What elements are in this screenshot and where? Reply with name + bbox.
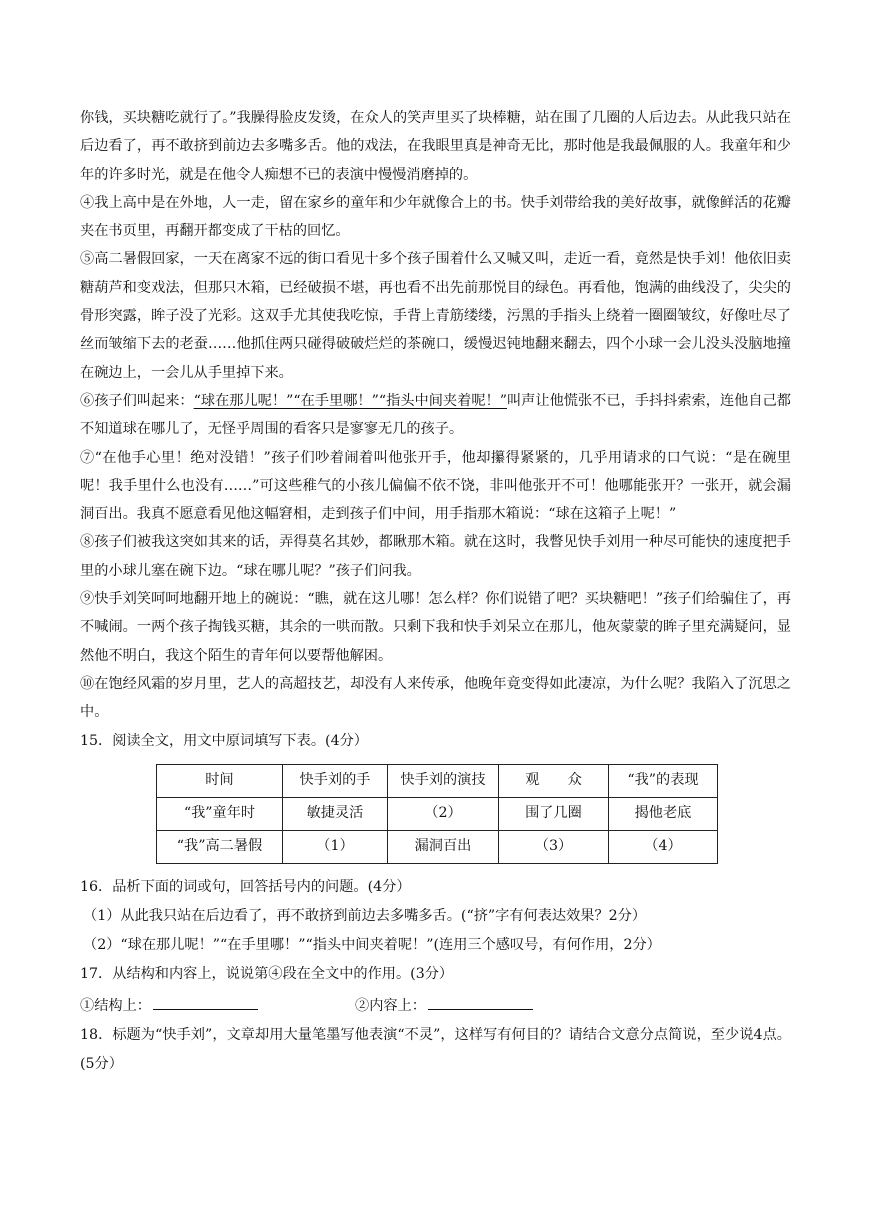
paragraph-6-underlined-quote: “球在那儿呢！”“在手里哪！”“指头中间夹着呢！” xyxy=(193,392,507,409)
table-cell-blank[interactable]: （1） xyxy=(283,830,388,863)
table-header-row xyxy=(157,764,718,797)
question-18-stem: 18．标题为“快手刘”，文章却用大量笔墨写他表演“不灵”，这样写有何目的？请结合文意分点简说，至少说4点。(5分） xyxy=(80,1026,791,1072)
paragraph-5: ⑤高二暑假回家，一天在离家不远的街口看见十多个孩子围着什么又喊又叫，走近一看，竟然是快手刘！他依旧卖糖葫芦和变戏法，但那只木箱，已经破损不堪，再也看不出先前那悦目的绿色。再看他，饱满的曲线没了，尖尖的骨形突露，眸子没了光彩。这双手尤其使我吃惊，手背上青筋缕缕，污黑的手指头上绕着一圈圈皱纹，好像吐尽了丝而皱缩下去的老蚕……他抓住两只碰得破破烂烂的茶碗口，缓慢迟钝地翻来翻去，四个小球一会儿没头没脑地撞在碗边上，一会儿从手里掉下来。 xyxy=(80,251,791,381)
table-header-cell: 快手刘的手 xyxy=(283,764,388,797)
table-row xyxy=(157,830,718,863)
question-15-stem: 15．阅读全文，用文中原词填写下表。(4分） xyxy=(80,732,368,749)
content-answer-line[interactable] xyxy=(428,989,533,1010)
paragraph-10: ⑩在饱经风霜的岁月里，艺人的高超技艺，却没有人来传承，他晚年竟变得如此凄凉，为什么呢？我陷入了沉思之中。 xyxy=(80,675,791,721)
paragraph-6-prefix: ⑥孩子们叫起来： xyxy=(80,392,194,409)
table-cell: “我”高二暑假 xyxy=(157,830,283,863)
paragraph-8: ⑧孩子们被我这突如其来的话，弄得莫名其妙，都瞅那木箱。就在这时，我瞥见快手刘用一种尽可能快的速度把手里的小球儿塞在碗下边。“球在哪儿呢？”孩子们问我。 xyxy=(80,534,791,579)
paragraph-9: ⑨快手刘笑呵呵地翻开地上的碗说：“瞧，就在这儿哪！怎么样？你们说错了吧？买块糖吧！”孩子们给骗住了，再不喊闹。一两个孩子掏钱买糖，其余的一哄而散。只剩下我和快手刘呆立在那儿，他灰蒙蒙的眸子里充满疑问，显然他不明白，我这个陌生的青年何以要帮他解困。 xyxy=(80,591,791,664)
table-header-cell: 时间 xyxy=(157,764,283,797)
table-header-cell: “我”的表现 xyxy=(609,764,718,797)
table-cell: 围了几圈 xyxy=(499,797,609,830)
table-cell: 漏洞百出 xyxy=(388,830,499,863)
table-cell: 揭他老底 xyxy=(609,797,718,830)
question-16-sub-2: （2）“球在那儿呢！”“在手里哪！”“指头中间夹着呢！”(连用三个感叹号，有何作用，2分） xyxy=(83,936,661,953)
table-header-cell: 观 众 xyxy=(499,764,609,797)
paragraph-4: ④我上高中是在外地，人一走，留在家乡的童年和少年就像合上的书。快手刘带给我的美好故事，就像鲜活的花瓣夹在书页里，再翻开都变成了干枯的回忆。 xyxy=(80,194,791,240)
structure-label: ①结构上： xyxy=(80,997,151,1014)
content-label: ②内容上： xyxy=(355,997,426,1014)
paragraph-6-suffix: 叫声让他慌张不已，手抖抖索索，连他自己都不知道球在哪儿了，无怪乎周围的看客只是寥寥无几的孩子。 xyxy=(80,392,791,438)
paragraph-6 xyxy=(80,387,791,444)
paragraph-7: ⑦“在他手心里！绝对没错！”孩子们吵着闹着叫他张开手，他却攥得紧紧的，几乎用请求的口气说：“是在碗里呢！我手里什么也没有……”可这些稚气的小孩儿偏偏不依不饶，非叫他张开不可！他哪能张开？一张开，就会漏洞百出。我真不愿意看见他这幅窘相，走到孩子们中间，用手指那木箱说：“球在这箱子上呢！” xyxy=(80,449,791,523)
question-17-answer-row xyxy=(80,989,791,1021)
table-header-cell: 快手刘的演技 xyxy=(388,764,499,797)
structure-answer-line[interactable] xyxy=(153,989,258,1010)
table-cell: 敏捷灵活 xyxy=(283,797,388,830)
table-cell-blank[interactable]: （4） xyxy=(609,830,718,863)
question-15-table xyxy=(156,764,718,864)
question-16-sub-1: （1）从此我只站在后边看了，再不敢挤到前边去多嘴多舌。(“挤”字有何表达效果？2分） xyxy=(83,907,647,924)
question-17-stem: 17．从结构和内容上，说说第④段在全文中的作用。(3分） xyxy=(80,965,454,982)
table-row xyxy=(157,797,718,830)
table-cell-blank[interactable]: （3） xyxy=(499,830,609,863)
content-answer xyxy=(355,989,533,1021)
table-cell: “我”童年时 xyxy=(157,797,283,830)
table-cell-blank[interactable]: （2） xyxy=(388,797,499,830)
structure-answer xyxy=(80,989,355,1021)
question-16-stem: 16．品析下面的词或句，回答括号内的问题。(4分） xyxy=(80,878,411,895)
paragraph-continued: 你钱，买块糖吃就行了。”我臊得脸皮发烫，在众人的笑声里买了块棒糖，站在围了几圈的人后边去。从此我只站在后边看了，再不敢挤到前边去多嘴多舌。他的戏法，在我眼里真是神奇无比，那时他是我最佩服的人。我童年和少年的许多时光，就是在他令人痴想不已的表演中慢慢消磨掉的。 xyxy=(80,110,791,183)
